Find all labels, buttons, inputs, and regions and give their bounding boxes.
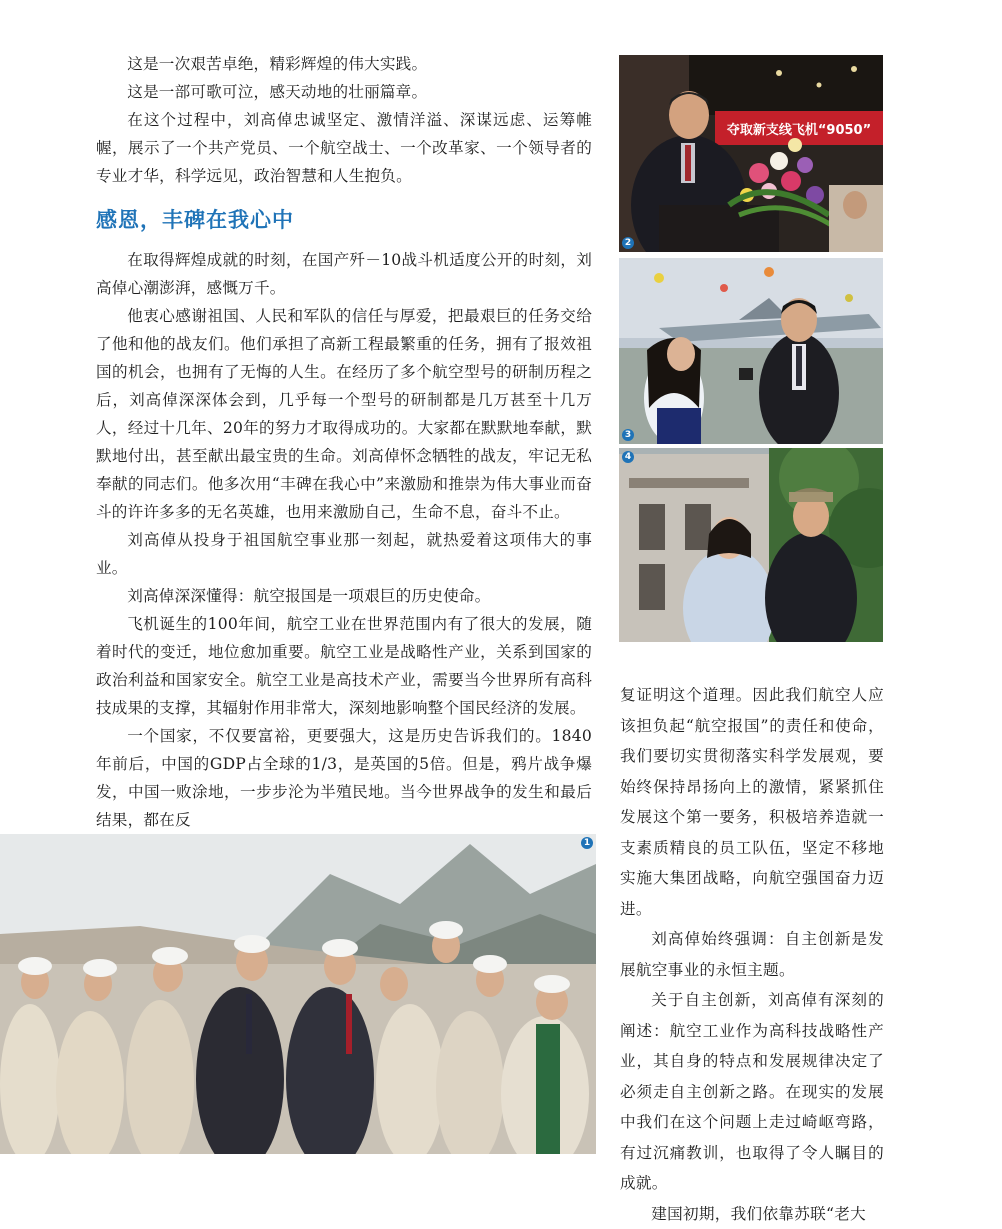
main-column xyxy=(96,50,592,834)
section-paragraph-2: 他衷心感谢祖国、人民和军队的信任与厚爱，把最艰巨的任务交给了他和他的战友们。他们承担了高新工程最繁重的任务，拥有了报效祖国的机会，也拥有了无悔的人生。在经历了多个航空型号的研制历程之后，刘高倬深深体会到，几乎每一个型号的研制都是几万甚至十几万人，经过十几年、20年的努力才取得成功的。大家都在默默地奉献，默默地付出，甚至献出最宝贵的生命。刘高倬怀念牺牲的战友，牢记无私奉献的同志们。他多次用“丰碑在我心中”来激励和推崇为伟大事业而奋斗的许许多多的无名英雄，也用来激励自己，生命不息，奋斗不止。 xyxy=(96,302,592,526)
photo-3-number-badge: 3 xyxy=(622,429,634,441)
photo-3-image xyxy=(619,258,883,444)
intro-paragraph-2: 这是一部可歌可泣，感天动地的壮丽篇章。 xyxy=(96,78,592,106)
side-column xyxy=(620,680,884,1229)
section-paragraph-5: 飞机诞生的100年间，航空工业在世界范围内有了很大的发展，随着时代的变迁，地位愈加重要。航空工业是战略性产业，关系到国家的政治利益和国家安全。航空工业是高技术产业，需要当今世界所有高科技成果的支撑，其辐射作用非常大，深刻地影响整个国民经济的发展。 xyxy=(96,610,592,722)
photo-1-number-badge: 1 xyxy=(581,837,593,849)
side-paragraph-2: 刘高倬始终强调：自主创新是发展航空事业的永恒主题。 xyxy=(620,924,884,985)
section-paragraph-6: 一个国家，不仅要富裕，更要强大，这是历史告诉我们的。1840年前后，中国的GDP占全球的1/3，是英国的5倍。但是，鸦片战争爆发，中国一败涂地，一步步沦为半殖民地。当今世界战争的发生和最后结果，都在反 xyxy=(96,722,592,834)
photo-speaker-podium xyxy=(619,55,883,252)
section-paragraph-3: 刘高倬从投身于祖国航空事业那一刻起，就热爱着这项伟大的事业。 xyxy=(96,526,592,582)
photo-4-image xyxy=(619,448,883,642)
photo-two-people-building xyxy=(619,448,883,642)
photo-2-banner-text: 夺取新支线飞机“9050” xyxy=(726,122,871,138)
section-paragraph-1: 在取得辉煌成就的时刻，在国产歼－10战斗机适度公开的时刻，刘高倬心潮澎湃，感慨万千。 xyxy=(96,246,592,302)
side-paragraph-4: 建国初期，我们依靠苏联“老大 xyxy=(620,1199,884,1229)
photo-group-great-wall xyxy=(0,834,596,1154)
section-title: 感恩，丰碑在我心中 xyxy=(96,198,592,242)
photo-1-image xyxy=(0,834,596,1154)
side-paragraph-3: 关于自主创新，刘高倬有深刻的阐述：航空工业作为高科技战略性产业，其自身的特点和发展规律决定了必须走自主创新之路。在现实的发展中我们在这个问题上走过崎岖弯路，有过沉痛教训，也取得了令人瞩目的成就。 xyxy=(620,985,884,1199)
photo-2-number-badge: 2 xyxy=(622,237,634,249)
photo-2-image xyxy=(619,55,883,252)
photo-interview-airshow xyxy=(619,258,883,444)
photo-4-number-badge: 4 xyxy=(622,451,634,463)
side-paragraph-1: 复证明这个道理。因此我们航空人应该担负起“航空报国”的责任和使命，我们要切实贯彻落实科学发展观，要始终保持昂扬向上的激情，紧紧抓住发展这个第一要务，积极培养造就一支素质精良的员工队伍，坚定不移地实施大集团战略，向航空强国奋力迈进。 xyxy=(620,680,884,924)
section-paragraph-4: 刘高倬深深懂得：航空报国是一项艰巨的历史使命。 xyxy=(96,582,592,610)
intro-paragraph-3: 在这个过程中，刘高倬忠诚坚定、激情洋溢、深谋远虑、运筹帷幄，展示了一个共产党员、一个航空战士、一个改革家、一个领导者的专业才华，科学远见，政治智慧和人生抱负。 xyxy=(96,106,592,190)
intro-paragraph-1: 这是一次艰苦卓绝，精彩辉煌的伟大实践。 xyxy=(96,50,592,78)
